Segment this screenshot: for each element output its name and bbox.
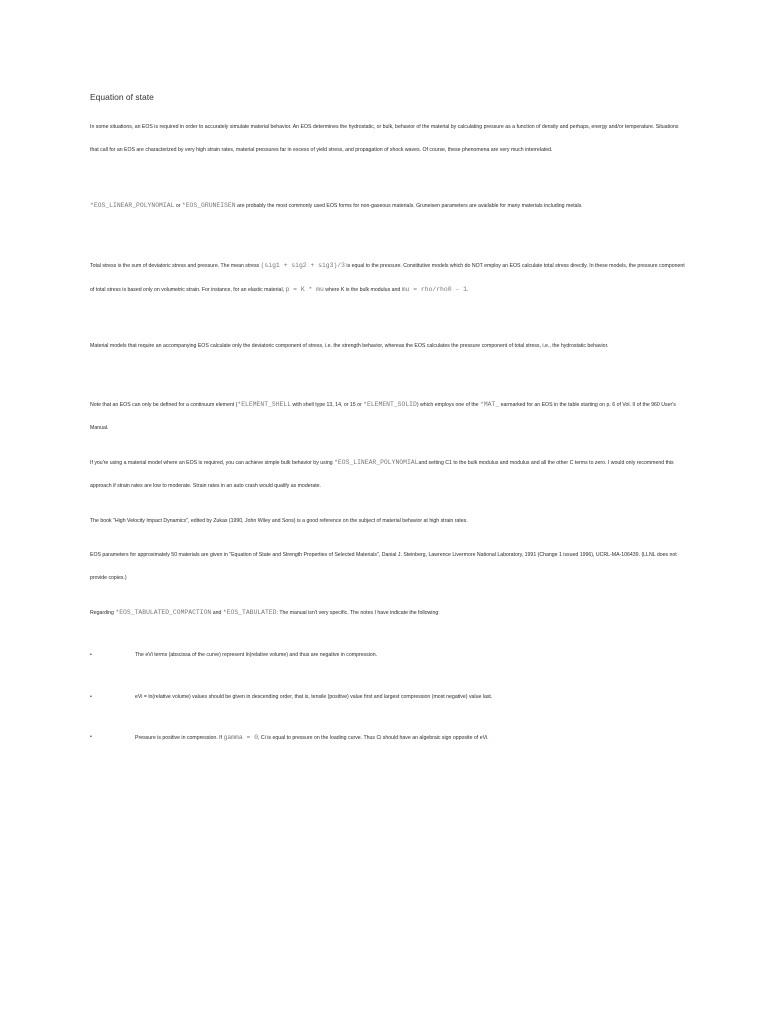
bullet-icon: • (90, 694, 92, 700)
paragraph-continuum-element (90, 393, 688, 440)
paragraph-text: Pressure is positive in compression. If (135, 735, 224, 741)
paragraph-eos-intro: In some situations, an EOS is required in order to accurately simulate material behavior. An EOS determines the hydrostatic, or bulk, behavior of the material by calculating pressure as a function of density and perhaps, energy and/or temperature. Situations that call for an EOS are characterized by very high strain rates, material pressures far in excess of yield stress, and propagation of shock waves. Of course, these phenomena are very much interrelated. (90, 124, 679, 153)
code-eos-tabulated-compaction: *EOS_TABULATED_COMPACTION (115, 609, 212, 616)
code-eos-gruneisen: *EOS_GRUNEISEN (181, 202, 236, 209)
paragraph-text: and (211, 610, 223, 616)
paragraph-text: Note that an EOS can only be defined for a continuum element ( (90, 402, 238, 408)
paragraph-text: : The manual isn't very specific. The notes I have indicate the following: (276, 610, 440, 616)
list-item-text (135, 726, 688, 750)
paragraph-text: Regarding (90, 610, 116, 616)
paragraph-text: earmarked for an EOS in the table starting on p. 6 of Vol. II of the 960 User's Manual. (90, 402, 676, 431)
code-eos-linear-polynomial-2: *EOS_LINEAR_POLYNOMIAL (334, 459, 419, 466)
paragraph-text: If you're using a material model where an EOS is required, you can achieve simple bulk behavior by using (90, 460, 335, 466)
paragraph-total-stress (90, 254, 688, 302)
code-mean-stress: (sig1 + sig2 + sig3)/3 (260, 262, 345, 269)
paragraph-bulk-behavior (90, 451, 688, 498)
list-item-text: eVi = ln(relative volume) values should be given in descending order, that is, tensile (positive) value first and largest compression (most negative) value last. (135, 694, 493, 700)
page-title: Equation of state (90, 92, 154, 102)
paragraph-eos-forms (90, 194, 688, 218)
paragraph-text: and setting C1 to the bulk modulus and modulus and all the other C terms to zero. I would only recommend this approach if strain rates are low to moderate. Strain rates in an auto crash would qualify as moderate. (90, 460, 674, 489)
code-pressure-formula: p = K * mu (285, 286, 324, 293)
paragraph-book-reference: The book "High Velocity Impact Dynamics", edited by Zukas (1990, John Wiley and Sons) is a good reference on the subject of material behavior at high strain rates. (90, 518, 468, 524)
paragraph-text: or (174, 203, 182, 209)
list-item-text: The eVi terms (abscissa of the curve) represent ln(relative volume) and thus are negative in compression. (135, 652, 378, 658)
paragraph-text: is equal to the pressure. Constitutive models which do NOT employ an EOS calculate total stress directly. In these models, the pressure component of total stress is based only on volumetric strain. For instance, for an elastic material, (90, 263, 685, 293)
paragraph-tabulated (90, 601, 688, 625)
paragraph-text: Total stress is the sum of deviatoric stress and pressure. The mean stress (90, 263, 261, 269)
code-mu-formula: mu = rho/rho0 - 1 (401, 286, 467, 293)
bullet-icon: • (90, 652, 92, 658)
paragraph-eos-parameters: EOS parameters for approximately 50 materials are given in "Equation of State and Strength Properties of Selected Materials", Danial J. Steinberg, Lawrence Livermore National Laboratory, 1991 (Change 1 issued 1996), UCRL-MA-106439. (LLNL does not provide copies.) (90, 552, 677, 581)
code-gamma: gamma = 0 (223, 734, 259, 741)
paragraph-text: , Ci is equal to pressure on the loading curve. Thus Ci should have an algebraic sign opposite of eVi. (258, 735, 489, 741)
paragraph-text: where K is the bulk modulus and (323, 287, 402, 293)
bullet-icon: • (90, 734, 92, 740)
code-element-shell: *ELEMENT_SHELL (237, 401, 292, 408)
code-element-solid: *ELEMENT_SOLID (363, 401, 417, 408)
paragraph-text: ) which employs one of the (416, 402, 481, 408)
paragraph-text: are probably the most commonly used EOS forms for non-gaseous materials. Gruneisen parameters are available for many materials including metals. (235, 203, 583, 209)
paragraph-text: . (466, 287, 469, 293)
paragraph-text: with shell type 13, 14, or 15 or (291, 402, 364, 408)
code-eos-tabulated: *EOS_TABULATED (222, 609, 277, 616)
code-mat: *MAT_ (480, 401, 500, 408)
code-eos-linear-polynomial: *EOS_LINEAR_POLYNOMIAL (90, 202, 175, 209)
paragraph-deviatoric: Material models that require an accompanying EOS calculate only the deviatoric component of stress, i.e. the strength behavior, whereas the EOS calculates the pressure component of total stress, i.e., the hydrostatic behavior. (90, 343, 609, 349)
